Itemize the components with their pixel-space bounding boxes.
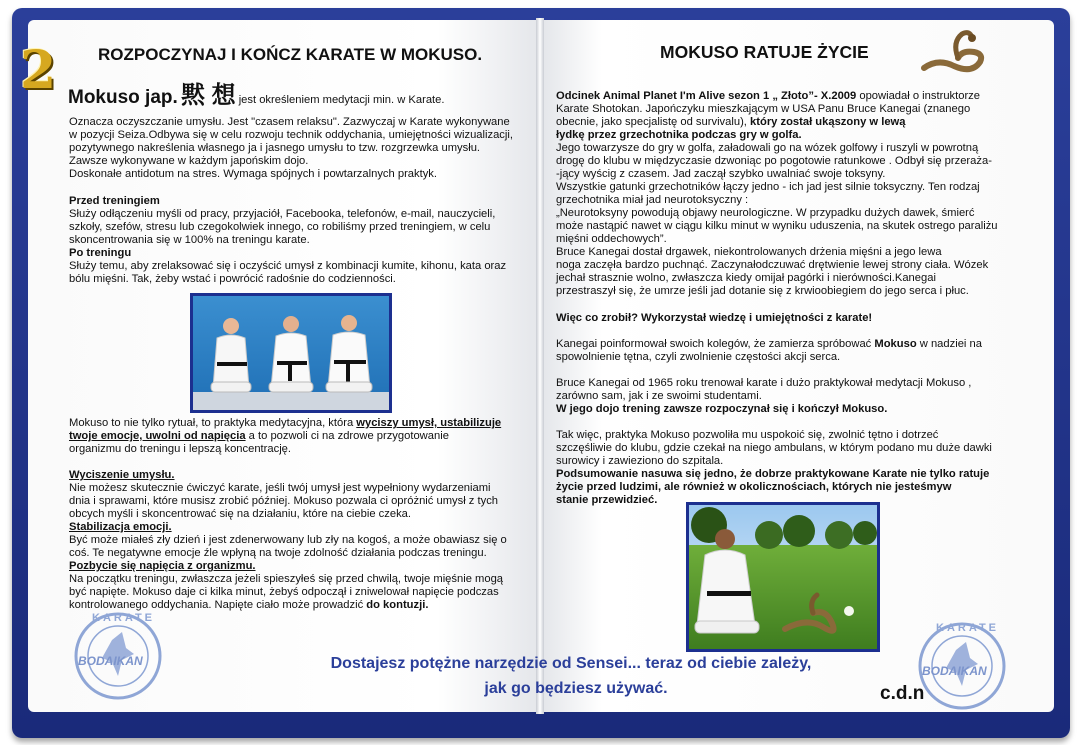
story-line: jechał strasznie wolno, zwłaszcza kiedy omijał pagórki i nierówności.Kanegai xyxy=(556,272,936,284)
summary-line: stanie przewidzieć. xyxy=(556,494,658,506)
ritual-emphasis: twoje emocje, uwolni od napięcia xyxy=(69,430,246,442)
story-line: mięśni oddechowych”. xyxy=(556,233,667,245)
story-paragraph-4 xyxy=(556,377,971,416)
story-paragraph-5 xyxy=(556,429,992,507)
intro-line: w pozycji Seiza.Odbywa się w celu rozwoju technik oddychania, umiejętności wizualizacji, xyxy=(69,129,513,141)
story-line: może nastąpić nawet w ciągu kilku minut w wyniku uduszenia, na skutek ostrego paraliżu xyxy=(556,220,998,232)
benefit-line: dnia i sprawami, które musisz zrobić później. Mokuso pozwala ci opróżnić umysł z tych xyxy=(69,495,499,507)
story-text: Karate Shotokan. Japończyku mieszkającym w USA Panu Bruce Kanegai (znanego xyxy=(556,103,971,115)
mokuso-heading xyxy=(68,84,445,112)
story-line: noga zaczęła bardzo puchnąć. Zaczynałodczuwać drętwienie lewej strony ciała. Wózek xyxy=(556,259,989,271)
benefit-line: kontrolowanego oddychania. Napięte ciało może prowadzić xyxy=(69,599,367,611)
story-paragraph-1 xyxy=(556,90,980,142)
page-number: 2 xyxy=(20,40,57,101)
episode-title: Odcinek Animal Planet I'm Alive sezon 1 „ Złoto”- X.2009 xyxy=(556,90,857,102)
story-line: Bruce Kanegai od 1965 roku trenował karate i dużo praktykował medytacji Mokuso , xyxy=(556,377,972,389)
logo-karate-text: KARATE xyxy=(92,612,156,624)
after-line: Służy temu, aby zrelaksować się i oczyścić umysł z kombinacji kumite, kihonu, kata oraz xyxy=(69,260,507,272)
intro-line: pozytywnego nakreślenia własnego ja i jasnego umysłu to tzw. rozgrzewka umysłu. xyxy=(69,142,481,154)
intro-line: Zawsze wykonywane w każdym japońskim dojo. xyxy=(69,155,309,167)
footer-line-2: jak go będziesz używać. xyxy=(484,680,668,697)
story-paragraph-2 xyxy=(556,142,998,298)
intro-paragraph xyxy=(69,116,513,181)
benefit-heading: Stabilizacja emocji. xyxy=(69,521,172,533)
story-line: surowicy i zawieziono do szpitala. xyxy=(556,455,724,467)
summary-line: Podsumowanie nasuwa się jedno, że dobrze praktykowane Karate nie tylko ratuje xyxy=(556,468,990,480)
mokuso-heading-small: jest określeniem medytacji min. w Karate. xyxy=(238,94,445,106)
bodaikan-logo-right xyxy=(916,620,1008,717)
before-training-section xyxy=(69,195,506,286)
left-title: ROZPOCZYNAJ I KOŃCZ KARATE W MOKUSO. xyxy=(98,45,483,64)
benefit-line: coś. Te negatywne emocje źle wpłyną na twoje zdolność działania podczas treningu. xyxy=(69,547,487,559)
ritual-text: organizmu do treningu i lepszą koncentrację. xyxy=(69,443,292,455)
story-line: Tak więc, praktyka Mokuso pozwoliła mu uspokoić się, zwolnić tętno i dotrzeć xyxy=(556,429,939,441)
footer-line-1: Dostajesz potężne narzędzie od Sensei... teraz od ciebie zależy, xyxy=(330,655,812,672)
story-text: opowiadał o instruktorze xyxy=(856,90,981,102)
story-line: -jący wyścig z czasem. Jad zaczął szybko uwalniać swoje toksyny. xyxy=(556,168,886,180)
before-line: szkoły, szefów, stresu lub czegokolwiek innego, co robiliśmy przed treningiem, w celu xyxy=(69,221,491,233)
story-line: Bruce Kanegai dostał drgawek, niekontrolowanych drżenia mięśni a jego lewa xyxy=(556,246,942,258)
ritual-text: a to pozwoli ci na zdrowe przygotowanie xyxy=(245,430,449,442)
karateka-seiza-photo xyxy=(190,293,392,413)
ritual-text: Mokuso to nie tylko rytuał, to praktyka medytacyjna, która xyxy=(69,417,357,429)
summary-line: życie przed ludzimi, ale również w okolicznościach, których nie jesteśmyw xyxy=(556,481,952,493)
to-be-continued: c.d.n xyxy=(880,683,925,704)
benefit-heading: Pozbycie się napięcia z organizmu. xyxy=(69,560,256,572)
logo-bodaikan-text: BODAIKAN xyxy=(922,664,987,678)
story-line: Wszystkie gatunki grzechotników łączy jedno - ich jad jest silnie toksyczny. Ten rodzaj xyxy=(556,181,980,193)
golf-karateka-illustration xyxy=(689,505,877,649)
story-paragraph-3 xyxy=(556,338,982,364)
benefit-line: Nie możesz skutecznie ćwiczyć karate, jeśli twój umysł jest wypełniony wydarzeniami xyxy=(69,482,491,494)
ritual-paragraph xyxy=(69,417,501,456)
before-line: skoncentrowania się w 100% na treningu karate. xyxy=(69,234,310,246)
mokuso-heading-big: Mokuso jap. xyxy=(68,87,178,108)
logo-karate-text: KARATE xyxy=(936,622,1000,634)
after-training-heading: Po treningu xyxy=(69,247,132,259)
story-text: spowolnienie tętna, czyli zwolnienie częstości akcji serca. xyxy=(556,351,841,363)
story-text: w nadziei na xyxy=(916,338,982,350)
golf-course-photo xyxy=(686,502,880,652)
ritual-emphasis: wyciszy umysł, ustabilizuje xyxy=(356,417,502,429)
before-line: Służy odłączeniu myśli od pracy, przyjaciół, Facebooka, telefonów, e-mail, nauczycieli, xyxy=(69,208,496,220)
story-line: przestraszył się, że umrze jeśli jad dotanie się z krwioobiegiem do jego serca i płuc. xyxy=(556,285,969,297)
after-line: bólu mięśni. Tak, żeby wstać i powrócić radośnie do codzienności. xyxy=(69,273,396,285)
right-title: MOKUSO RATUJE ŻYCIE xyxy=(660,42,869,62)
dojo-emphasis: W jego dojo trening zawsze rozpoczynał się i kończył Mokuso. xyxy=(556,403,888,415)
benefit-line: obcych myśli i skoncentrować się na działaniu, które na ciebie czeka. xyxy=(69,508,412,520)
story-emphasis: łydkę przez grzechotnika podczas gry w golfa. xyxy=(556,129,802,141)
logo-bodaikan-text: BODAIKAN xyxy=(78,654,143,668)
injury-emphasis: do kontuzji. xyxy=(366,599,429,611)
story-text: obecnie, jako specjalistę od survivalu), xyxy=(556,116,751,128)
benefit-line: być napięte. Mokuso daje ci kilka minut, żebyś odpoczął i zniwelował napięcie podczas xyxy=(69,586,499,598)
story-line: zarówno sam, jak i ze swoimi studentami. xyxy=(556,390,762,402)
rattlesnake-icon xyxy=(918,28,988,81)
karateka-illustration xyxy=(193,296,389,410)
benefit-heading: Wyciszenie umysłu. xyxy=(69,469,175,481)
story-question: Więc co zrobił? Wykorzystał wiedzę i umiejętności z karate! xyxy=(556,312,873,324)
benefit-line: Na początku treningu, zwłaszcza jeżeli spieszyłeś się przed chwilą, twoje mięśnie mogą xyxy=(69,573,504,585)
bodaikan-logo-left xyxy=(72,610,164,707)
book-spine xyxy=(536,18,544,714)
mokuso-kanji: 黙 想 xyxy=(180,82,236,109)
story-line: szczęśliwie do klubu, gdzie czekał na niego ambulans, w którym podano mu duże dawki xyxy=(556,442,992,454)
intro-line: Doskonałe antidotum na stres. Wymaga spójnych i powtarzalnych praktyk. xyxy=(69,168,438,180)
mokuso-emphasis: Mokuso xyxy=(874,338,917,350)
benefit-line: Być może miałeś zły dzień i jest zdenerwowany lub zły na kogoś, a może obawiasz się o xyxy=(69,534,507,546)
story-line: Jego towarzysze do gry w golfa, załadowali go na wózek golfowy i ruszyli w powrotną xyxy=(556,142,979,154)
before-training-heading: Przed treningiem xyxy=(69,195,160,207)
intro-line: Oznacza oczyszczanie umysłu. Jest "czasem relaksu". Zazwyczaj w Karate wykonywane xyxy=(69,116,510,128)
story-text: Kanegai poinformował swoich kolegów, że zamierza spróbować xyxy=(556,338,875,350)
story-emphasis: który został ukąszony w lewą xyxy=(750,116,906,128)
story-line: „Neurotoksyny powodują objawy neurologiczne. W przypadku dużych dawek, śmierć xyxy=(556,207,975,219)
story-line: drogę do klubu w międzyczasie dzwoniąc po pogotowie ratunkowe . Odbył się przeraża- xyxy=(556,155,992,167)
benefits-section xyxy=(69,469,507,612)
story-line: grzechotnika miał jad neurotoksyczny : xyxy=(556,194,749,206)
